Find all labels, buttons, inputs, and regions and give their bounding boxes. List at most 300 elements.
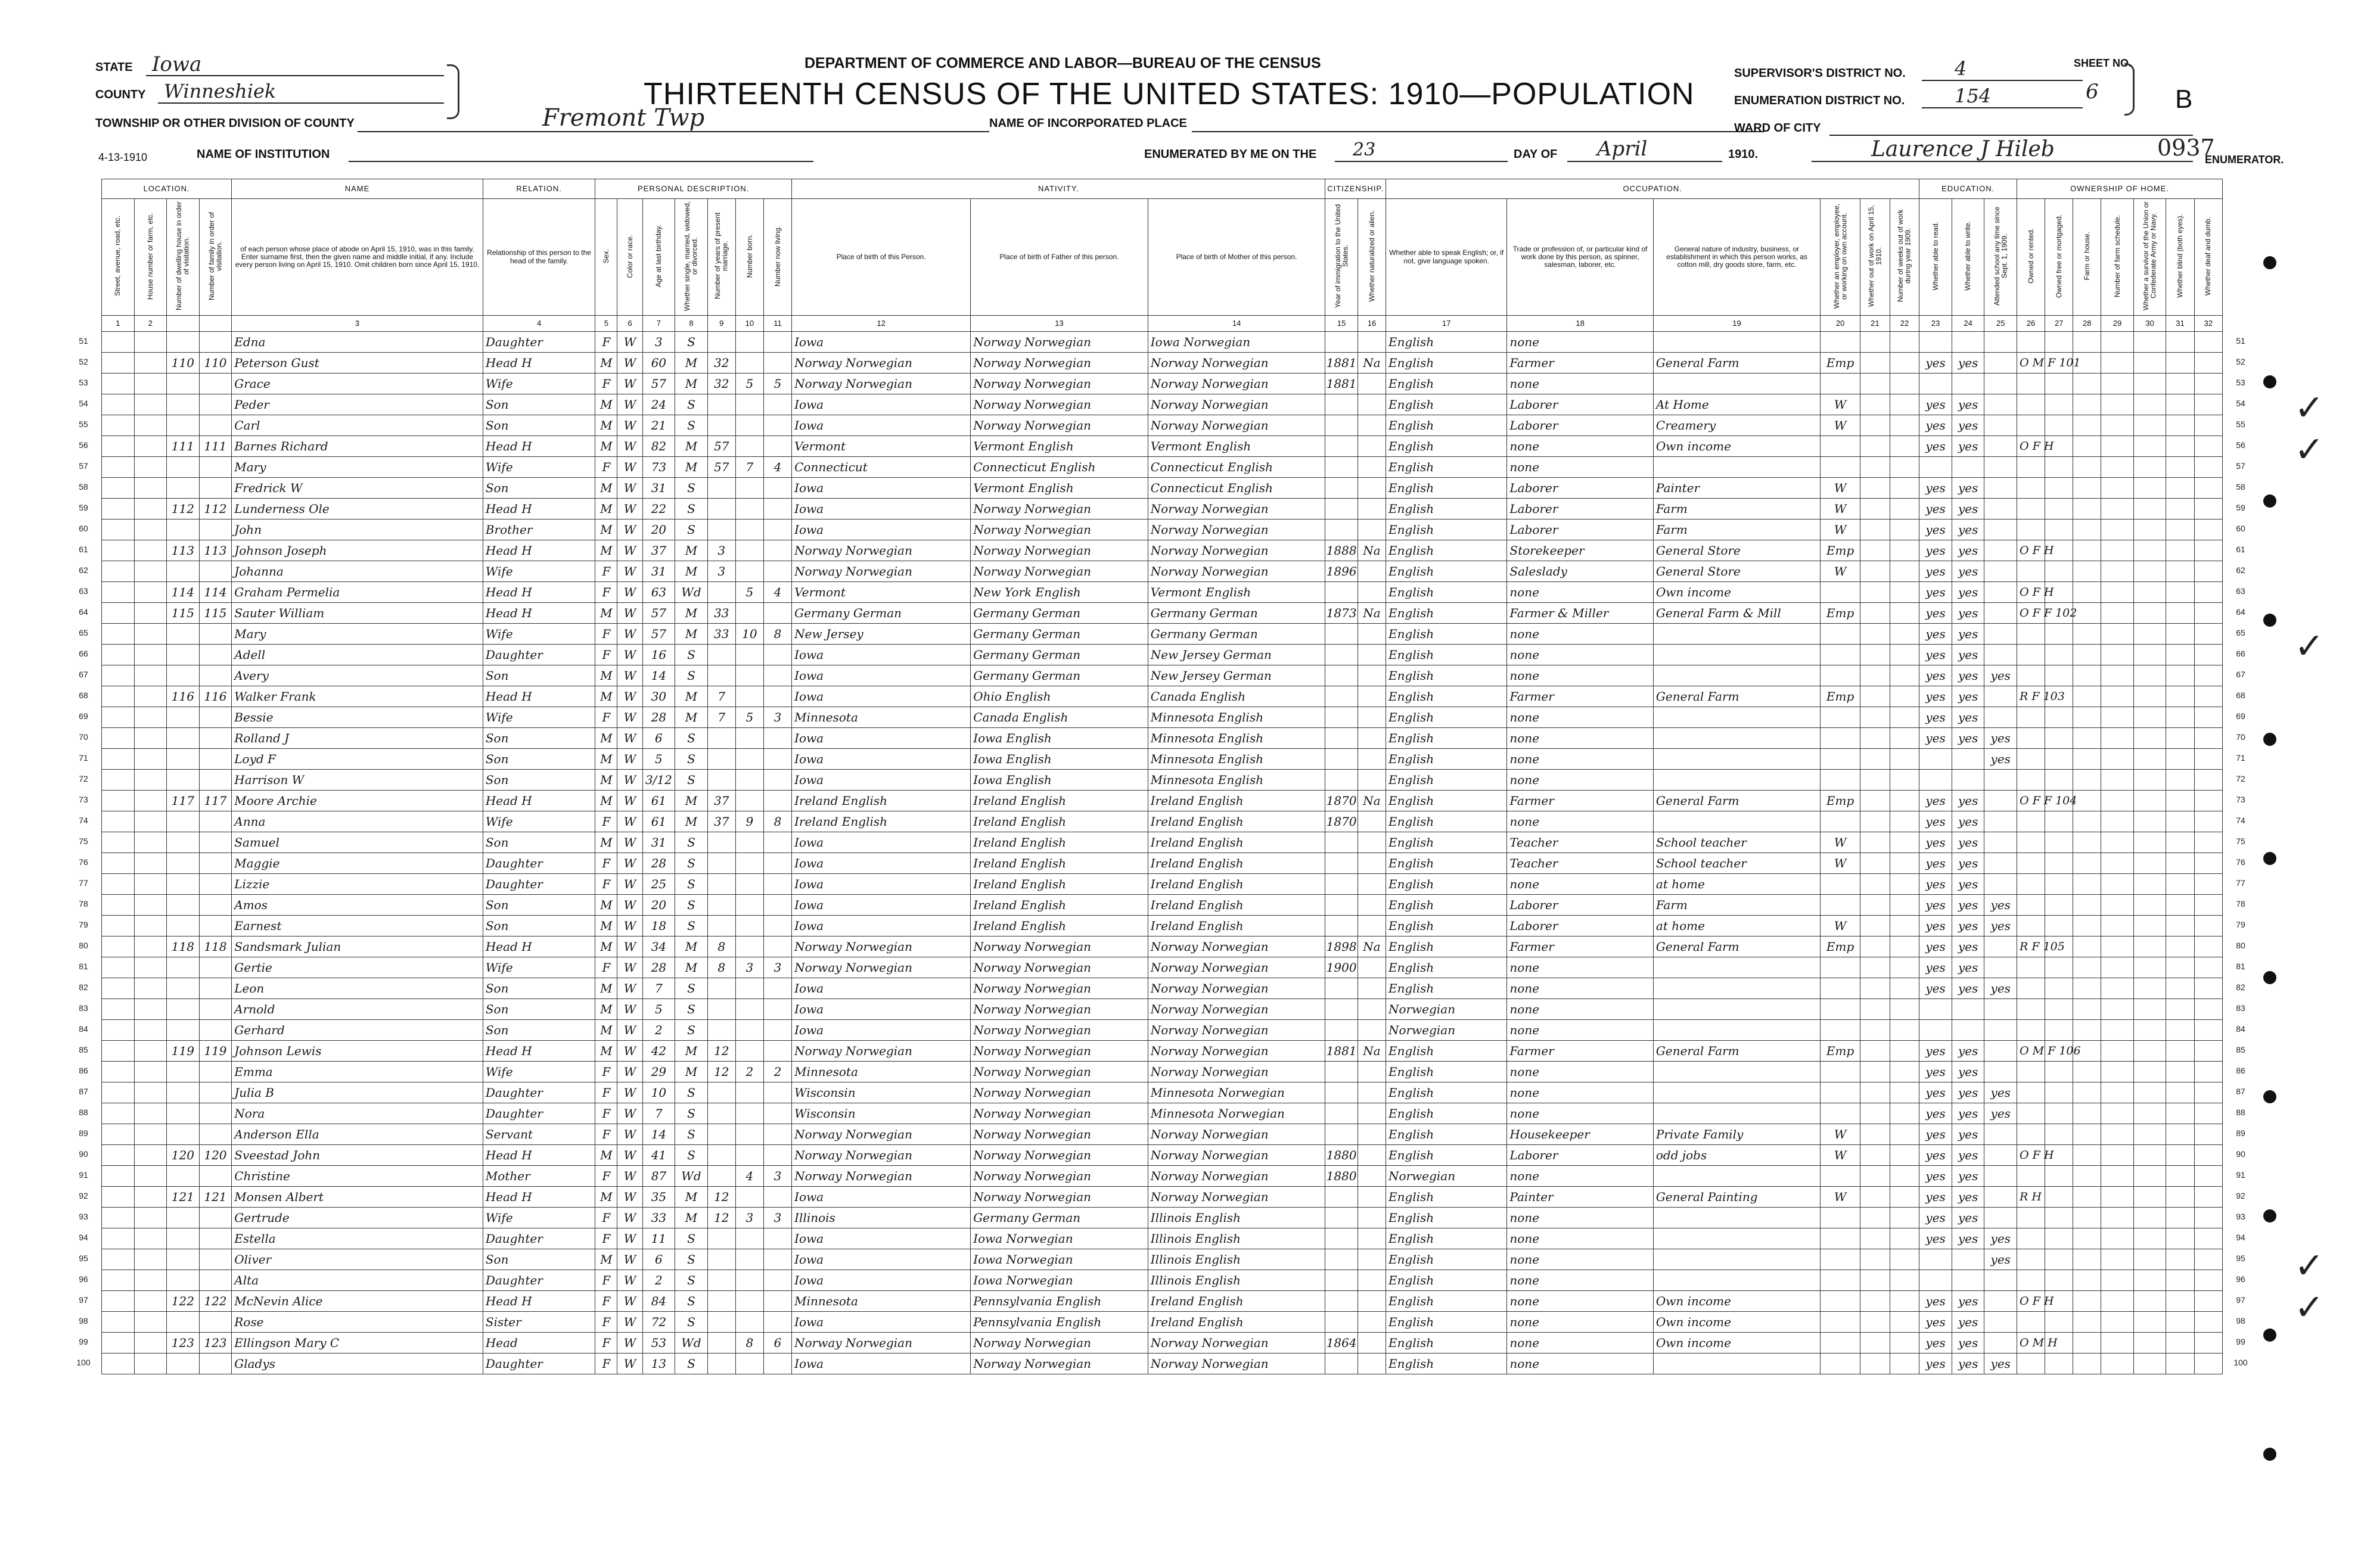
cell-empty	[2073, 999, 2101, 1020]
cell-nat: Na	[1357, 791, 1385, 811]
cell-rel: Daughter	[483, 853, 595, 874]
cell-name: Sauter William	[232, 603, 483, 624]
cell-imm: 1900	[1325, 957, 1358, 978]
line-number-right: 72	[2236, 774, 2245, 783]
cell-write	[1952, 332, 1984, 353]
cell-empty	[134, 1062, 167, 1082]
column-number: 16	[1357, 316, 1385, 332]
cell-age: 33	[642, 1208, 675, 1228]
cell-fam: 112	[199, 499, 232, 519]
cell-ind: Farm	[1653, 499, 1820, 519]
cell-empty	[2194, 749, 2222, 770]
cell-empty	[2017, 645, 2045, 665]
cell-pob: Iowa	[792, 415, 971, 436]
ward-label: WARD OF CITY	[1734, 122, 1821, 135]
cell-empty	[2133, 1187, 2166, 1208]
cell-mpob: Norway Norwegian	[1148, 1187, 1325, 1208]
cell-mpob: Norway Norwegian	[1148, 353, 1325, 374]
cell-empty	[2194, 436, 2222, 457]
cell-name: Avery	[232, 665, 483, 686]
cell-dw	[167, 1270, 200, 1291]
cell-emp: Emp	[1821, 603, 1860, 624]
cell-pob: Iowa	[792, 853, 971, 874]
cell-ind	[1653, 1354, 1820, 1374]
column-header-6	[483, 199, 595, 316]
cell-trade: Storekeeper	[1507, 540, 1654, 561]
line-number-left: 61	[79, 545, 88, 554]
cell-mpob: Illinois English	[1148, 1208, 1325, 1228]
cell-read: yes	[1919, 582, 1952, 603]
cell-empty	[2166, 1124, 2194, 1145]
cell-write	[1952, 1249, 1984, 1270]
line-number-left: 94	[79, 1233, 88, 1242]
cell-yrs	[707, 895, 735, 916]
cell-age: 11	[642, 1228, 675, 1249]
cell-living	[763, 1291, 791, 1312]
cell-imm	[1325, 457, 1358, 478]
cell-read: yes	[1919, 1103, 1952, 1124]
cell-nat	[1357, 1166, 1385, 1187]
cell-name: Johnson Joseph	[232, 540, 483, 561]
cell-empty	[102, 978, 135, 999]
tally-check-mark: ✓	[2294, 387, 2325, 429]
cell-empty	[1890, 415, 1919, 436]
cell-sex: M	[595, 978, 617, 999]
cell-living	[763, 832, 791, 853]
cell-fam	[199, 1124, 232, 1145]
cell-nat	[1357, 665, 1385, 686]
cell-yrs: 8	[707, 937, 735, 957]
line-number-right: 57	[2236, 461, 2245, 471]
cell-born	[735, 332, 763, 353]
cell-empty	[102, 499, 135, 519]
cell-imm	[1325, 394, 1358, 415]
cell-fam	[199, 478, 232, 499]
cell-empty	[1890, 624, 1919, 645]
census-row	[102, 457, 2223, 478]
cell-empty	[2045, 394, 2073, 415]
cell-empty	[2166, 1082, 2194, 1103]
cell-born	[735, 832, 763, 853]
day-of-label: DAY OF	[1514, 148, 1558, 161]
column-number: 21	[1860, 316, 1890, 332]
cell-trade: Laborer	[1507, 394, 1654, 415]
cell-race: W	[617, 1020, 642, 1041]
cell-trade: none	[1507, 874, 1654, 895]
cell-emp	[1821, 728, 1860, 749]
cell-rel: Wife	[483, 957, 595, 978]
cell-name: Sveestad John	[232, 1145, 483, 1166]
cell-empty	[2045, 499, 2073, 519]
column-header-text: Street, avenue, road, etc.	[113, 216, 122, 297]
cell-read: yes	[1919, 1187, 1952, 1208]
column-number: 15	[1325, 316, 1358, 332]
cell-living	[763, 874, 791, 895]
cell-empty	[2017, 1249, 2045, 1270]
cell-age: 5	[642, 749, 675, 770]
line-number-left: 53	[79, 378, 88, 387]
column-header-5	[232, 199, 483, 316]
cell-mpob: Illinois English	[1148, 1270, 1325, 1291]
cell-emp: Emp	[1821, 937, 1860, 957]
column-header-text: Number of farm schedule.	[2113, 214, 2121, 297]
cell-name: McNevin Alice	[232, 1291, 483, 1312]
cell-yrs: 33	[707, 624, 735, 645]
column-header-30	[2073, 199, 2101, 316]
cell-fam	[199, 1020, 232, 1041]
column-number: 12	[792, 316, 971, 332]
cell-sex: M	[595, 1249, 617, 1270]
cell-empty	[2166, 415, 2194, 436]
cell-read: yes	[1919, 415, 1952, 436]
cell-empty	[2166, 394, 2194, 415]
cell-empty	[2101, 394, 2134, 415]
cell-fpob: Germany German	[971, 624, 1148, 645]
cell-imm	[1325, 1208, 1358, 1228]
cell-ind	[1653, 1208, 1820, 1228]
cell-lang: English	[1386, 1228, 1507, 1249]
cell-sex: M	[595, 394, 617, 415]
cell-mpob: Canada English	[1148, 686, 1325, 707]
cell-born	[735, 415, 763, 436]
cell-empty	[2101, 1103, 2134, 1124]
cell-age: 72	[642, 1312, 675, 1333]
cell-sex: M	[595, 415, 617, 436]
cell-ind	[1653, 1228, 1820, 1249]
cell-fpob: Norway Norwegian	[971, 957, 1148, 978]
cell-name: John	[232, 519, 483, 540]
cell-empty	[2194, 561, 2222, 582]
cell-fpob: Norway Norwegian	[971, 1145, 1148, 1166]
cell-sch: yes	[1984, 1249, 2017, 1270]
cell-dw	[167, 978, 200, 999]
cell-empty	[2166, 707, 2194, 728]
column-number	[167, 316, 200, 332]
cell-empty	[102, 665, 135, 686]
cell-nat	[1357, 895, 1385, 916]
cell-empty	[2133, 686, 2166, 707]
cell-write: yes	[1952, 499, 1984, 519]
cell-imm	[1325, 1062, 1358, 1082]
cell-race: W	[617, 519, 642, 540]
cell-empty	[2045, 1103, 2073, 1124]
cell-empty	[2045, 832, 2073, 853]
cell-empty	[2017, 1020, 2045, 1041]
cell-name: Barnes Richard	[232, 436, 483, 457]
cell-empty	[2194, 478, 2222, 499]
cell-trade: none	[1507, 1062, 1654, 1082]
cell-empty	[1890, 1187, 1919, 1208]
cell-empty	[2133, 561, 2166, 582]
cell-empty	[1890, 561, 1919, 582]
census-row	[102, 1249, 2223, 1270]
cell-ind: Farm	[1653, 519, 1820, 540]
cell-trade: none	[1507, 728, 1654, 749]
cell-empty	[102, 1208, 135, 1228]
cell-born	[735, 540, 763, 561]
cell-empty	[1890, 937, 1919, 957]
cell-write: yes	[1952, 665, 1984, 686]
cell-empty	[2017, 624, 2045, 645]
cell-ind: General Farm	[1653, 937, 1820, 957]
cell-name: Amos	[232, 895, 483, 916]
cell-empty	[2133, 811, 2166, 832]
cell-empty	[2073, 1082, 2101, 1103]
cell-empty	[2101, 811, 2134, 832]
state-value: Iowa	[152, 52, 202, 76]
cell-write: yes	[1952, 519, 1984, 540]
cell-empty	[1860, 1354, 1890, 1374]
cell-imm	[1325, 1270, 1358, 1291]
cell-pob: Iowa	[792, 728, 971, 749]
cell-race: W	[617, 1249, 642, 1270]
column-number: 4	[483, 316, 595, 332]
cell-living	[763, 1270, 791, 1291]
line-number-right: 58	[2236, 482, 2245, 491]
column-header-34	[2194, 199, 2222, 316]
cell-mpob: Iowa Norwegian	[1148, 332, 1325, 353]
cell-dw: 121	[167, 1187, 200, 1208]
cell-age: 29	[642, 1062, 675, 1082]
cell-pob: Iowa	[792, 645, 971, 665]
column-header-27	[1984, 199, 2017, 316]
cell-read	[1919, 332, 1952, 353]
cell-ind	[1653, 957, 1820, 978]
cell-empty	[134, 811, 167, 832]
cell-write: yes	[1952, 957, 1984, 978]
cell-dw	[167, 1354, 200, 1374]
cell-imm	[1325, 895, 1358, 916]
cell-sch	[1984, 1124, 2017, 1145]
cell-trade: Teacher	[1507, 832, 1654, 853]
column-number: 31	[2166, 316, 2194, 332]
cell-lang: English	[1386, 791, 1507, 811]
cell-empty	[2017, 874, 2045, 895]
cell-race: W	[617, 791, 642, 811]
cell-imm: 1870	[1325, 811, 1358, 832]
enumerator-label: ENUMERATOR.	[2205, 154, 2284, 166]
column-header-text: Number of weeks out of work during year 1909.	[1896, 210, 1912, 303]
cell-empty	[1890, 1124, 1919, 1145]
cell-living	[763, 686, 791, 707]
cell-empty	[2194, 1291, 2222, 1312]
cell-trade: none	[1507, 1291, 1654, 1312]
cell-empty	[134, 916, 167, 937]
cell-empty	[2194, 1249, 2222, 1270]
cell-empty	[2045, 1249, 2073, 1270]
cell-living	[763, 1354, 791, 1374]
cell-sch	[1984, 1062, 2017, 1082]
cell-mpob: Germany German	[1148, 624, 1325, 645]
cell-empty	[2194, 1062, 2222, 1082]
cell-empty	[2194, 645, 2222, 665]
cell-empty	[2101, 1228, 2134, 1249]
cell-empty	[1860, 457, 1890, 478]
cell-yrs: 3	[707, 561, 735, 582]
cell-empty	[1860, 1270, 1890, 1291]
cell-rel: Son	[483, 999, 595, 1020]
cell-sch	[1984, 436, 2017, 457]
cell-emp	[1821, 749, 1860, 770]
cell-empty	[2166, 832, 2194, 853]
cell-dw	[167, 1249, 200, 1270]
line-number-left: 51	[79, 336, 88, 346]
cell-fam: 117	[199, 791, 232, 811]
cell-fpob: Norway Norwegian	[971, 1187, 1148, 1208]
cell-name: Nora	[232, 1103, 483, 1124]
column-header-33	[2166, 199, 2194, 316]
line-number-left: 81	[79, 962, 88, 971]
cell-fam: 115	[199, 603, 232, 624]
cell-imm: 1896	[1325, 561, 1358, 582]
cell-rel: Son	[483, 978, 595, 999]
cell-empty	[2194, 415, 2222, 436]
cell-trade: none	[1507, 374, 1654, 394]
cell-emp: W	[1821, 499, 1860, 519]
cell-empty	[2194, 1208, 2222, 1228]
cell-empty	[2017, 478, 2045, 499]
cell-empty	[2045, 1354, 2073, 1374]
cell-imm: 1880	[1325, 1145, 1358, 1166]
line-number-right: 55	[2236, 419, 2245, 429]
cell-empty	[2101, 1208, 2134, 1228]
cell-born	[735, 1270, 763, 1291]
cell-pob: Norway Norwegian	[792, 1333, 971, 1354]
line-number-left: 93	[79, 1212, 88, 1221]
cell-read: yes	[1919, 957, 1952, 978]
cell-mpob: Ireland English	[1148, 832, 1325, 853]
line-number-left: 96	[79, 1274, 88, 1284]
cell-lang: English	[1386, 937, 1507, 957]
cell-empty	[2194, 728, 2222, 749]
cell-empty	[2194, 1041, 2222, 1062]
cell-empty	[2194, 1354, 2222, 1374]
cell-write	[1952, 999, 1984, 1020]
cell-empty	[134, 540, 167, 561]
cell-yrs	[707, 1103, 735, 1124]
cell-age: 13	[642, 1354, 675, 1374]
line-number-right: 74	[2236, 816, 2245, 825]
cell-empty	[2133, 415, 2166, 436]
punch-hole-mark	[2263, 614, 2276, 627]
cell-pob: Iowa	[792, 770, 971, 791]
cell-empty	[2133, 832, 2166, 853]
cell-dw	[167, 874, 200, 895]
cell-write: yes	[1952, 1103, 1984, 1124]
enumerated-label: ENUMERATED BY ME ON THE	[1144, 148, 1317, 161]
cell-sex: M	[595, 540, 617, 561]
cell-yrs	[707, 645, 735, 665]
cell-emp	[1821, 1228, 1860, 1249]
cell-fpob: Connecticut English	[971, 457, 1148, 478]
cell-empty	[2194, 603, 2222, 624]
cell-empty	[2045, 957, 2073, 978]
cell-living: 4	[763, 457, 791, 478]
cell-empty	[102, 1145, 135, 1166]
census-row	[102, 353, 2223, 374]
cell-empty	[2166, 353, 2194, 374]
cell-born: 3	[735, 957, 763, 978]
line-number-right: 52	[2236, 357, 2245, 366]
cell-imm	[1325, 874, 1358, 895]
cell-age: 37	[642, 540, 675, 561]
cell-nat	[1357, 415, 1385, 436]
cell-pob: Wisconsin	[792, 1103, 971, 1124]
cell-ind	[1653, 770, 1820, 791]
census-row	[102, 519, 2223, 540]
cell-born: 7	[735, 457, 763, 478]
cell-empty	[1890, 603, 1919, 624]
cell-empty	[134, 436, 167, 457]
cell-write: yes	[1952, 1291, 1984, 1312]
cell-fam: 113	[199, 540, 232, 561]
cell-name: Peder	[232, 394, 483, 415]
cell-ind	[1653, 1103, 1820, 1124]
cell-fpob: Ireland English	[971, 853, 1148, 874]
cell-rel: Mother	[483, 1166, 595, 1187]
cell-empty	[134, 749, 167, 770]
cell-race: W	[617, 1291, 642, 1312]
column-header-text: Year of immigration to the United States.	[1333, 204, 1350, 309]
cell-write: yes	[1952, 603, 1984, 624]
line-number-right: 54	[2236, 399, 2245, 408]
cell-empty	[2133, 895, 2166, 916]
cell-pob: Iowa	[792, 1270, 971, 1291]
cell-empty	[2101, 1270, 2134, 1291]
cell-dw	[167, 770, 200, 791]
cell-age: 61	[642, 791, 675, 811]
cell-ind: General Farm	[1653, 686, 1820, 707]
cell-empty	[2194, 394, 2222, 415]
column-number: 2	[134, 316, 167, 332]
column-header-text: Farm or house.	[2082, 232, 2091, 281]
cell-empty	[134, 1166, 167, 1187]
cell-emp	[1821, 957, 1860, 978]
cell-race: W	[617, 895, 642, 916]
cell-trade: none	[1507, 1082, 1654, 1103]
cell-empty	[2073, 1103, 2101, 1124]
cell-empty	[2017, 749, 2045, 770]
cell-read	[1919, 770, 1952, 791]
cell-rel: Head H	[483, 1187, 595, 1208]
cell-ms: S	[675, 332, 708, 353]
cell-empty	[134, 582, 167, 603]
cell-born: 8	[735, 1333, 763, 1354]
cell-dw: 122	[167, 1291, 200, 1312]
cell-empty	[2073, 1062, 2101, 1082]
cell-fam	[199, 415, 232, 436]
cell-dw	[167, 519, 200, 540]
cell-nat	[1357, 332, 1385, 353]
cell-imm: 1881	[1325, 353, 1358, 374]
cell-imm	[1325, 916, 1358, 937]
cell-empty	[2133, 791, 2166, 811]
census-row	[102, 770, 2223, 791]
cell-born	[735, 937, 763, 957]
cell-name: Carl	[232, 415, 483, 436]
cell-living: 4	[763, 582, 791, 603]
enumeration-underline	[1922, 107, 2083, 108]
cell-write	[1952, 1270, 1984, 1291]
cell-imm	[1325, 1103, 1358, 1124]
cell-pob: Iowa	[792, 1187, 971, 1208]
cell-pob: Norway Norwegian	[792, 353, 971, 374]
cell-lang: English	[1386, 1270, 1507, 1291]
cell-fam	[199, 1228, 232, 1249]
line-number-left: 79	[79, 920, 88, 929]
cell-empty	[1860, 1228, 1890, 1249]
cell-empty	[1860, 999, 1890, 1020]
